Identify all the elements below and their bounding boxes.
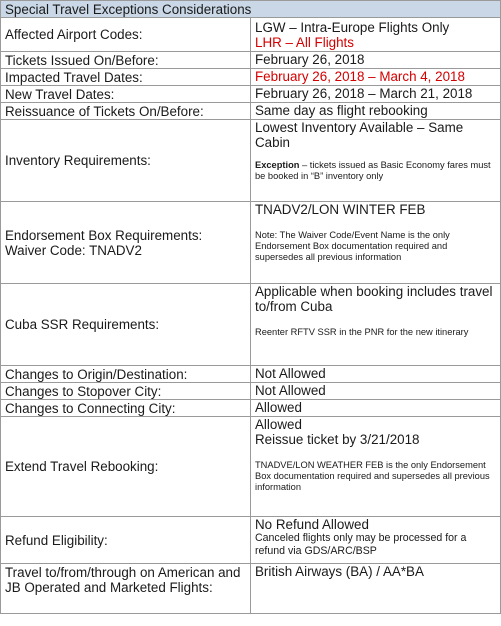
airport-line-lhr: LHR – All Flights	[255, 34, 354, 50]
table-row	[1, 366, 501, 383]
endorsement-value: TNADV2/LON WINTER FEB	[255, 202, 426, 217]
row-value	[251, 284, 501, 366]
row-label: Changes to Connecting City:	[1, 400, 251, 417]
row-label: Refund Eligibility:	[1, 517, 251, 564]
table-row	[1, 120, 501, 202]
cuba-value: Applicable when booking includes travel to/from Cuba	[255, 284, 493, 314]
table-title: Special Travel Exceptions Considerations	[1, 1, 501, 18]
waiver-code-label: Waiver Code: TNADV2	[5, 242, 142, 258]
row-value	[251, 417, 501, 517]
table-row	[1, 52, 501, 69]
inventory-value: Lowest Inventory Available – Same Cabin	[255, 120, 464, 150]
row-label	[1, 202, 251, 284]
table-row	[1, 284, 501, 366]
refund-value: No Refund Allowed	[255, 517, 369, 532]
extend-allowed: Allowed	[255, 417, 302, 432]
row-label: Impacted Travel Dates:	[1, 69, 251, 86]
row-value: Not Allowed	[251, 366, 501, 383]
row-label: Changes to Origin/Destination:	[1, 366, 251, 383]
refund-note: Canceled flights only may be processed for a refund via GDS/ARC/BSP	[255, 532, 467, 557]
airport-line-lgw: LGW – Intra-Europe Flights Only	[255, 19, 450, 35]
row-value	[251, 517, 501, 564]
table-row	[1, 517, 501, 564]
table-row	[1, 103, 501, 120]
table-row	[1, 564, 501, 614]
row-value: February 26, 2018	[251, 52, 501, 69]
endorsement-note: Note: The Waiver Code/Event Name is the only Endorsement Box documentation required and supersedes all previous information	[255, 230, 450, 262]
row-value	[251, 18, 501, 52]
table-row	[1, 417, 501, 517]
inventory-note	[255, 160, 496, 182]
row-label: Extend Travel Rebooking:	[1, 417, 251, 517]
row-value: British Airways (BA) / AA*BA	[251, 564, 501, 614]
table-row	[1, 18, 501, 52]
row-label: Changes to Stopover City:	[1, 383, 251, 400]
extend-note: TNADVE/LON WEATHER FEB is the only Endorsement Box documentation required and supersedes all previous information	[255, 460, 490, 492]
row-value: February 26, 2018 – March 4, 2018	[251, 69, 501, 86]
row-value: Allowed	[251, 400, 501, 417]
row-value: Same day as flight rebooking	[251, 103, 501, 120]
table-row	[1, 400, 501, 417]
row-value: February 26, 2018 – March 21, 2018	[251, 86, 501, 103]
row-label: Inventory Requirements:	[1, 120, 251, 202]
inventory-note-bold: Exception	[255, 160, 300, 170]
row-label: Reissuance of Tickets On/Before:	[1, 103, 251, 120]
row-label: Affected Airport Codes:	[1, 18, 251, 52]
table-row	[1, 383, 501, 400]
inventory-note-text: – tickets issued as Basic Economy fares must be booked in “B” inventory only	[255, 160, 491, 181]
cuba-note: Reenter RFTV SSR in the PNR for the new itinerary	[255, 327, 469, 337]
extend-reissue: Reissue ticket by 3/21/2018	[255, 432, 420, 447]
row-label: New Travel Dates:	[1, 86, 251, 103]
row-label: Cuba SSR Requirements:	[1, 284, 251, 366]
row-value: Not Allowed	[251, 383, 501, 400]
endorsement-label: Endorsement Box Requirements:	[5, 227, 203, 243]
table-row	[1, 69, 501, 86]
row-value	[251, 120, 501, 202]
table-row	[1, 202, 501, 284]
table-row	[1, 86, 501, 103]
row-value	[251, 202, 501, 284]
table-header-row	[1, 1, 501, 18]
row-label: Tickets Issued On/Before:	[1, 52, 251, 69]
row-label: Travel to/from/through on American and JB Operated and Marketed Flights:	[1, 564, 251, 614]
